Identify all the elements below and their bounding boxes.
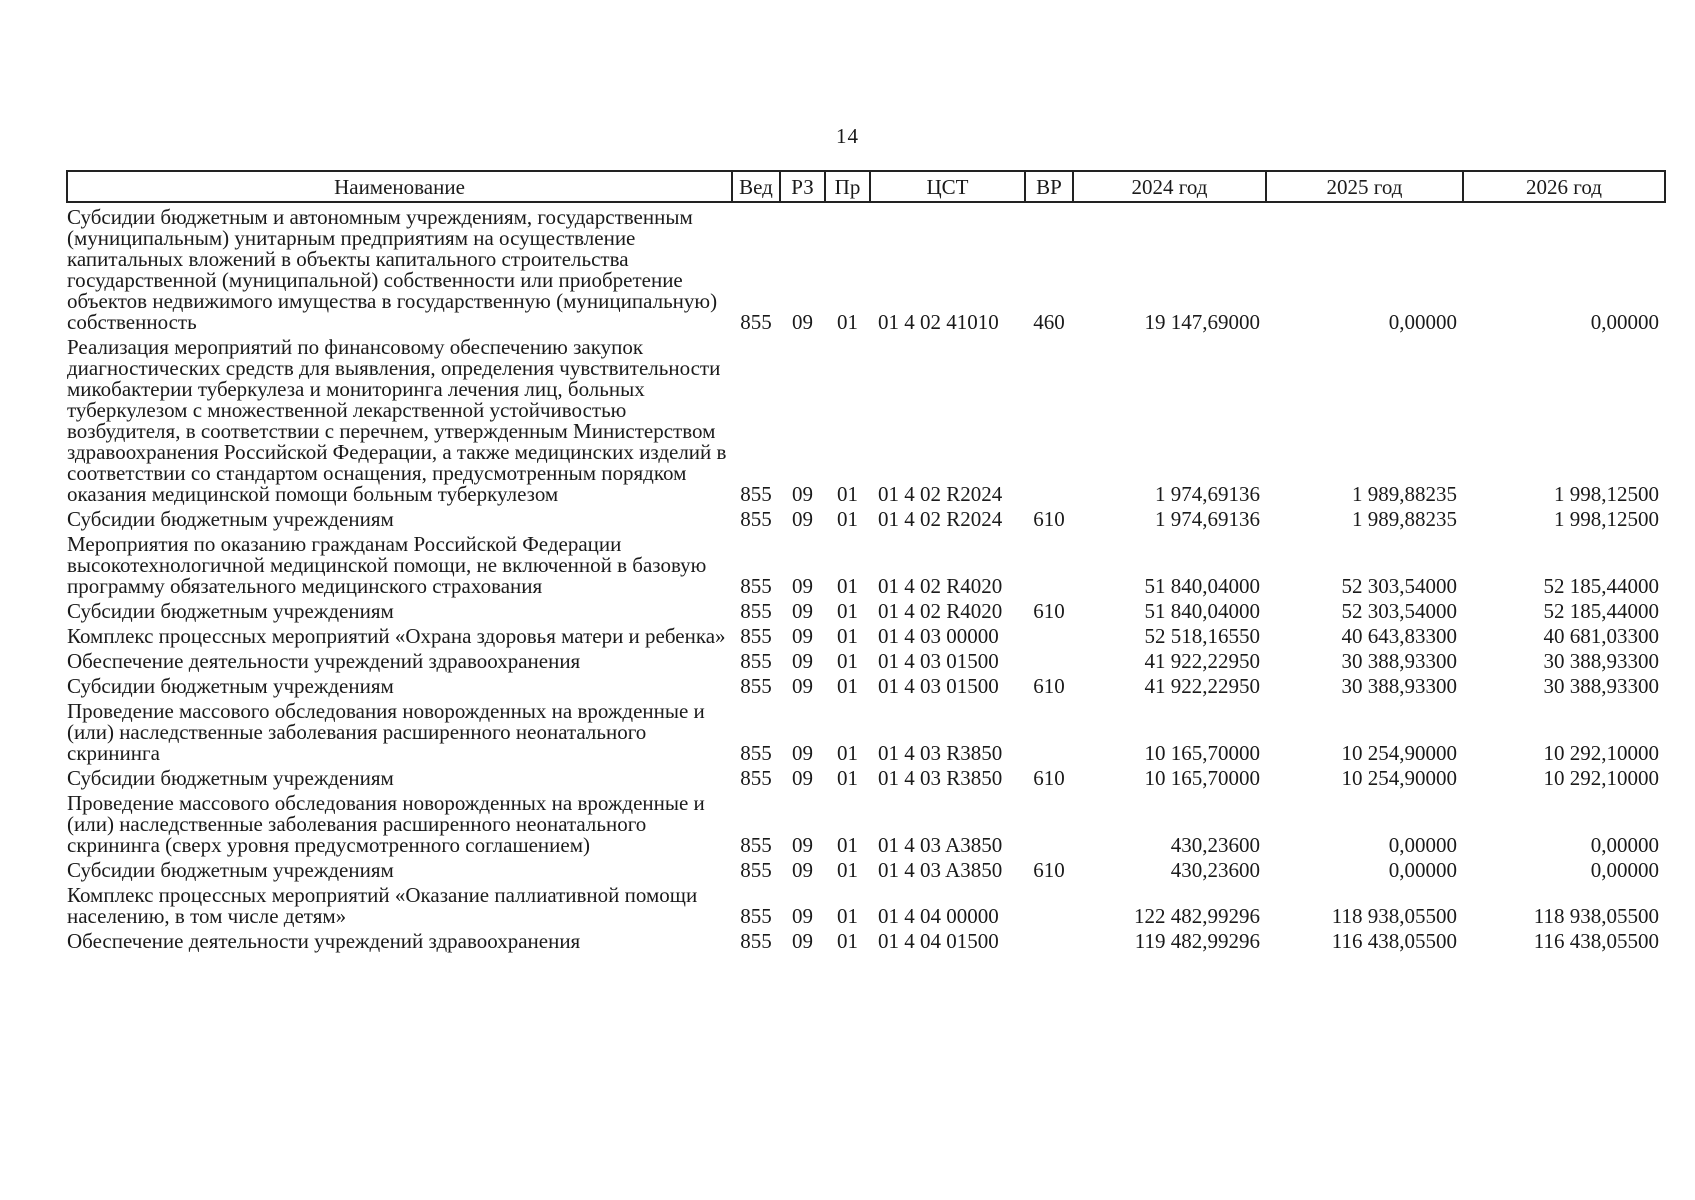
header-ved: Вед	[732, 171, 780, 202]
row-ved: 855	[740, 482, 772, 506]
header-2024: 2024 год	[1073, 171, 1266, 202]
row-2024: 122 482,99296	[1134, 904, 1260, 928]
row-pr: 01	[837, 674, 858, 698]
table-row	[67, 647, 1665, 672]
row-2025: 10 254,90000	[1341, 766, 1457, 790]
row-2026: 118 938,05500	[1533, 904, 1659, 928]
row-name: Проведение массового обследования новорожденных на врожденные и (или) наследственные заболевания расширенного неонатального скрининга (сверх уровня предусмотренного соглашением)	[67, 791, 705, 857]
row-cst: 01 4 02 R2024	[878, 482, 1003, 506]
row-vr	[1025, 333, 1073, 505]
row-2024: 41 922,22950	[1144, 674, 1260, 698]
row-rz: 09	[792, 904, 813, 928]
row-pr: 01	[837, 482, 858, 506]
row-pr: 01	[837, 507, 858, 531]
row-name: Субсидии бюджетным учреждениям	[67, 507, 394, 531]
row-2025: 0,00000	[1388, 858, 1457, 882]
table-body	[67, 202, 1665, 952]
row-2025: 1 989,88235	[1352, 507, 1457, 531]
row-pr: 01	[837, 624, 858, 648]
row-ved: 855	[740, 507, 772, 531]
row-pr: 01	[837, 766, 858, 790]
row-rz: 09	[792, 574, 813, 598]
table-row	[67, 333, 1665, 505]
row-cst: 01 4 02 R4020	[878, 599, 1003, 623]
header-2025: 2025 год	[1266, 171, 1463, 202]
row-name: Субсидии бюджетным учреждениям	[67, 766, 394, 790]
table-row	[67, 881, 1665, 927]
row-cst: 01 4 03 R3850	[878, 741, 1003, 765]
row-pr: 01	[837, 310, 858, 334]
row-cst: 01 4 03 00000	[878, 624, 999, 648]
row-2026: 30 388,93300	[1543, 649, 1659, 673]
row-name: Субсидии бюджетным учреждениям	[67, 858, 394, 882]
row-rz: 09	[792, 310, 813, 334]
row-name: Проведение массового обследования новорожденных на врожденные и (или) наследственные заболевания расширенного неонатального скрининга	[67, 699, 705, 765]
row-ved: 855	[740, 833, 772, 857]
row-rz: 09	[792, 624, 813, 648]
row-ved: 855	[740, 741, 772, 765]
row-2025: 10 254,90000	[1341, 741, 1457, 765]
row-2024: 52 518,16550	[1144, 624, 1260, 648]
row-2024: 430,23600	[1170, 858, 1260, 882]
row-2026: 52 185,44000	[1543, 599, 1659, 623]
table-row	[67, 672, 1665, 697]
table-row	[67, 530, 1665, 597]
row-vr: 610	[1033, 674, 1065, 698]
row-rz: 09	[792, 858, 813, 882]
row-2025: 0,00000	[1388, 833, 1457, 857]
row-2024: 41 922,22950	[1144, 649, 1260, 673]
row-2024: 51 840,04000	[1144, 574, 1260, 598]
row-2025: 30 388,93300	[1341, 674, 1457, 698]
row-ved: 855	[740, 310, 772, 334]
header-pr: Пр	[825, 171, 870, 202]
row-2025: 30 388,93300	[1341, 649, 1457, 673]
row-2025: 116 438,05500	[1331, 929, 1457, 953]
row-name: Комплекс процессных мероприятий «Охрана здоровья матери и ребенка»	[67, 624, 726, 648]
row-ved: 855	[740, 904, 772, 928]
header-cst: ЦСТ	[870, 171, 1025, 202]
table-row	[67, 622, 1665, 647]
row-2024: 430,23600	[1170, 833, 1260, 857]
row-pr: 01	[837, 649, 858, 673]
row-2026: 1 998,12500	[1554, 507, 1659, 531]
row-pr: 01	[837, 858, 858, 882]
table-header	[67, 171, 1665, 202]
row-rz: 09	[792, 929, 813, 953]
row-vr: 460	[1033, 310, 1065, 334]
row-2026: 52 185,44000	[1543, 574, 1659, 598]
row-pr: 01	[837, 904, 858, 928]
header-vr: ВР	[1025, 171, 1073, 202]
table-row	[67, 856, 1665, 881]
row-pr: 01	[837, 833, 858, 857]
row-name: Комплекс процессных мероприятий «Оказание паллиативной помощи населению, в том числе детям»	[67, 883, 698, 928]
row-ved: 855	[740, 674, 772, 698]
row-name: Обеспечение деятельности учреждений здравоохранения	[67, 649, 581, 673]
header-2026: 2026 год	[1463, 171, 1665, 202]
row-ved: 855	[740, 858, 772, 882]
row-cst: 01 4 03 A3850	[878, 833, 1003, 857]
row-ved: 855	[740, 929, 772, 953]
row-ved: 855	[740, 624, 772, 648]
row-name: Субсидии бюджетным учреждениям	[67, 599, 394, 623]
row-2025: 118 938,05500	[1331, 904, 1457, 928]
row-2025: 1 989,88235	[1352, 482, 1457, 506]
row-2026: 0,00000	[1590, 833, 1659, 857]
row-cst: 01 4 02 R4020	[878, 574, 1003, 598]
row-rz: 09	[792, 599, 813, 623]
row-2024: 10 165,70000	[1144, 766, 1260, 790]
row-2024: 119 482,99296	[1134, 929, 1260, 953]
row-ved: 855	[740, 766, 772, 790]
row-vr: 610	[1033, 507, 1065, 531]
row-rz: 09	[792, 741, 813, 765]
row-2024: 19 147,69000	[1144, 310, 1260, 334]
row-cst: 01 4 04 00000	[878, 904, 999, 928]
header-rz: РЗ	[780, 171, 825, 202]
row-rz: 09	[792, 766, 813, 790]
row-2025: 0,00000	[1388, 310, 1457, 334]
row-cst: 01 4 04 01500	[878, 929, 999, 953]
row-cst: 01 4 03 01500	[878, 649, 999, 673]
row-rz: 09	[792, 833, 813, 857]
row-2025: 52 303,54000	[1341, 574, 1457, 598]
budget-table	[66, 170, 1666, 952]
row-2026: 10 292,10000	[1543, 766, 1659, 790]
row-cst: 01 4 02 R2024	[878, 507, 1003, 531]
row-cst: 01 4 02 41010	[878, 310, 999, 334]
row-2026: 0,00000	[1590, 858, 1659, 882]
table-row	[67, 789, 1665, 856]
table-row	[67, 697, 1665, 764]
row-vr	[1025, 789, 1073, 856]
row-vr	[1025, 530, 1073, 597]
row-2024: 1 974,69136	[1155, 482, 1260, 506]
row-name: Реализация мероприятий по финансовому обеспечению закупок диагностических средств для выявления, определения чувствительности микобактерии туберкулеза и мониторинга лечения лиц, больных туберкулезом с множественной лекарственной устойчивостью возбудителя, в соответствии с перечнем, утвержденным Министерством здравоохранения Российской Федерации, а также медицинских изделий в соответствии со стандартом оснащения, предусмотренным порядком оказания медицинской помощи больным туберкулезом	[67, 335, 727, 506]
row-pr: 01	[837, 929, 858, 953]
row-cst: 01 4 03 R3850	[878, 766, 1003, 790]
row-rz: 09	[792, 649, 813, 673]
row-vr	[1025, 697, 1073, 764]
row-2026: 0,00000	[1590, 310, 1659, 334]
row-2026: 40 681,03300	[1543, 624, 1659, 648]
row-vr: 610	[1033, 766, 1065, 790]
row-cst: 01 4 03 01500	[878, 674, 999, 698]
row-vr	[1025, 881, 1073, 927]
row-pr: 01	[837, 741, 858, 765]
row-rz: 09	[792, 482, 813, 506]
table-row	[67, 505, 1665, 530]
row-name: Субсидии бюджетным учреждениям	[67, 674, 394, 698]
row-rz: 09	[792, 674, 813, 698]
row-pr: 01	[837, 574, 858, 598]
row-vr: 610	[1033, 599, 1065, 623]
row-2025: 52 303,54000	[1341, 599, 1457, 623]
row-2026: 1 998,12500	[1554, 482, 1659, 506]
row-vr: 610	[1033, 858, 1065, 882]
row-2024: 1 974,69136	[1155, 507, 1260, 531]
row-2024: 10 165,70000	[1144, 741, 1260, 765]
page-number: 14	[836, 124, 859, 148]
row-2026: 116 438,05500	[1533, 929, 1659, 953]
row-name: Субсидии бюджетным и автономным учреждениям, государственным (муниципальным) унитарным предприятиям на осуществление капитальных вложений в объекты капитального строительства государственной (муниципальной) собственности или приобретение объектов недвижимого имущества в государственную (муниципальную) собственность	[67, 205, 718, 334]
row-name: Обеспечение деятельности учреждений здравоохранения	[67, 929, 581, 953]
row-vr	[1025, 622, 1073, 647]
row-rz: 09	[792, 507, 813, 531]
row-ved: 855	[740, 649, 772, 673]
row-vr	[1025, 647, 1073, 672]
row-cst: 01 4 03 A3850	[878, 858, 1003, 882]
table-row	[67, 764, 1665, 789]
table-row	[67, 927, 1665, 952]
table-row	[67, 597, 1665, 622]
row-2026: 30 388,93300	[1543, 674, 1659, 698]
row-ved: 855	[740, 574, 772, 598]
row-name: Мероприятия по оказанию гражданам Российской Федерации высокотехнологичной медицинской помощи, не включенной в базовую программу обязательного медицинского страхования	[67, 532, 707, 598]
row-ved: 855	[740, 599, 772, 623]
row-2026: 10 292,10000	[1543, 741, 1659, 765]
header-name: Наименование	[67, 171, 732, 202]
row-2024: 51 840,04000	[1144, 599, 1260, 623]
row-2025: 40 643,83300	[1341, 624, 1457, 648]
row-pr: 01	[837, 599, 858, 623]
table-row	[67, 202, 1665, 333]
row-vr	[1025, 927, 1073, 952]
